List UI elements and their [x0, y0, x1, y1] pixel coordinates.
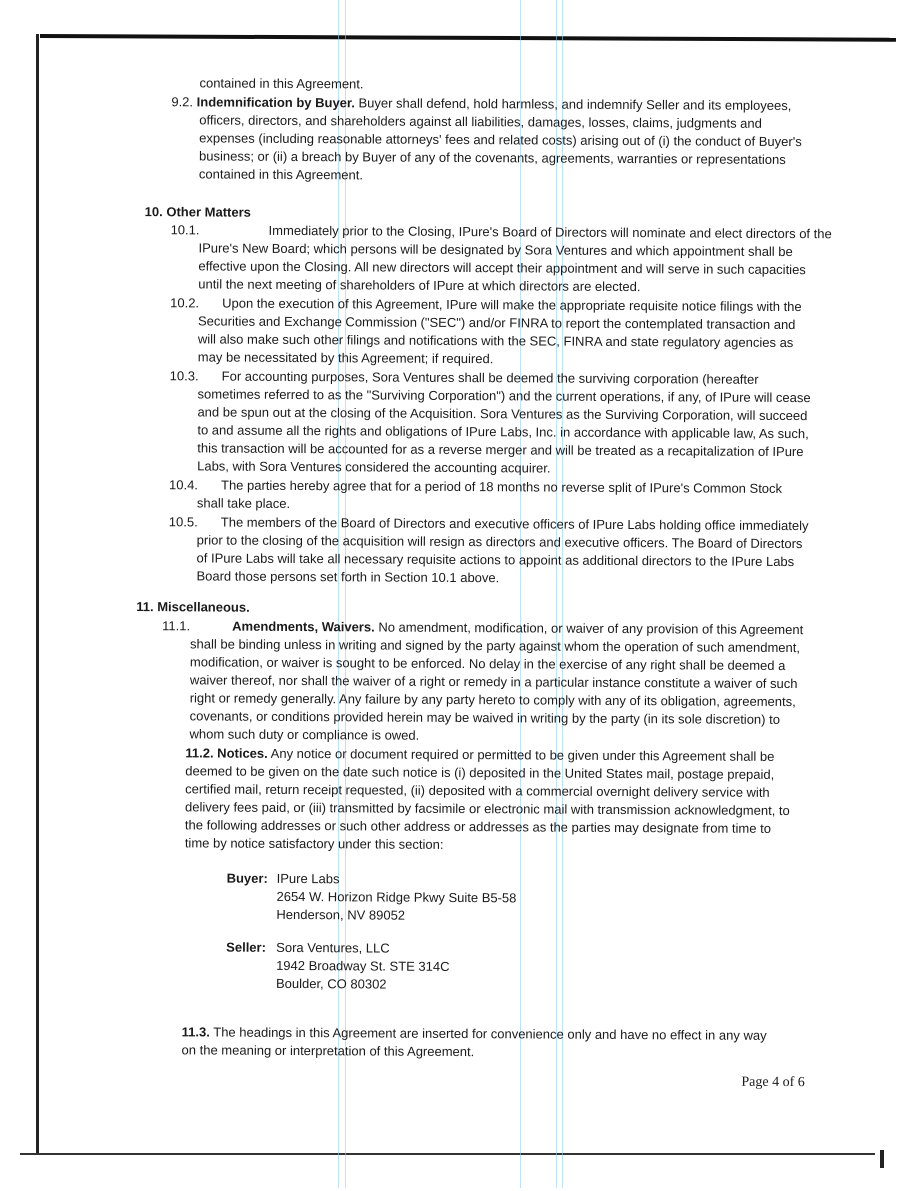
section-11-1-line: right or remedy generally. Any failure by any party hereto to comply with any of its obligation, agreements, — [189, 690, 796, 710]
section-10-heading: 10. Other Matters — [144, 204, 251, 220]
section-text: Buyer shall defend, hold harmless, and indemnify Seller and its employees, — [358, 95, 792, 114]
buyer-name: IPure Labs — [276, 870, 340, 887]
section-11-1-line: modification, or waiver is sought to be enforced. No delay in the exercise of any right shall be deemed a — [189, 654, 786, 673]
section-11-3-line: on the meaning or interpretation of this Agreement. — [181, 1042, 475, 1060]
section-10-3-line: this transaction will be accounted for as a reverse merger and will be treated as a recapitalization of IPure — [197, 440, 804, 460]
seller-label: Seller: — [226, 939, 267, 955]
section-10-3-line: For accounting purposes, Sora Ventures shall be deemed the surviving corporation (hereafter — [221, 368, 759, 387]
section-11-2-line — [185, 745, 774, 765]
section-10-4-line: shall take place. — [196, 495, 291, 511]
section-10-5-number: 10.5. — [168, 514, 198, 530]
section-10-2-line: Securities and Exchange Commission ("SEC") and/or FINRA to report the contemplated transaction and — [197, 313, 796, 333]
section-10-2-line: Upon the execution of this Agreement, IPure will make the appropriate requisite notice filings with the — [222, 295, 802, 315]
section-10-5-line: The members of the Board of Directors and executive officers of IPure Labs holding office immediately — [220, 514, 809, 534]
buyer-address-line: Henderson, NV 89052 — [276, 906, 406, 923]
section-11-1-line: covenants, or conditions provided herein may be waived in writing by the party (in its sole discretion) to — [189, 708, 781, 727]
section-10-2-line: will also make such other filings and notifications with the SEC, FINRA and state regulatory agencies as — [197, 331, 794, 351]
section-10-1-line: until the next meeting of shareholders of IPure at which directors are elected. — [198, 276, 641, 295]
seller-address-line: Boulder, CO 80302 — [275, 975, 387, 992]
section-10-1-number: 10.1. — [170, 222, 200, 238]
section-10-5-line: prior to the closing of the acquisition will resign as directors and executive officers. The Board of Directors — [196, 532, 803, 552]
section-number: 11.3. — [181, 1024, 210, 1040]
section-10-4-line: The parties hereby agree that for a period of 18 months no reverse split of IPure's Common Stock — [220, 477, 783, 496]
section-text: No amendment, modification, or waiver of any provision of this Agreement — [378, 619, 804, 638]
section-9-2-line: officers, directors, and shareholders against all liabilities, damages, losses, claims, judgments and — [199, 112, 762, 131]
section-10-3-line: and be spun out at the closing of the Acquisition. Sora Ventures as the Surviving Corporation, will succeed — [197, 404, 808, 424]
section-9-2-line: business; or (ii) a breach by Buyer of any of the covenants, agreements, warranties or representations — [198, 148, 786, 167]
buyer-label: Buyer: — [226, 870, 268, 886]
section-10-5-line: of IPure Labs will take all necessary requisite actions to appoint as additional directors to the IPure Labs — [196, 550, 795, 570]
section-title: 11.2. Notices. — [185, 745, 268, 761]
section-11-1-line: shall be binding unless in writing and signed by the party against whom the operation of such amendment, — [190, 636, 801, 656]
section-title: Indemnification by Buyer. — [196, 94, 355, 111]
section-10-3-line: to and assume all the rights and obligations of IPure Labs, Inc. in accordance with applicable law, As such, — [197, 422, 809, 442]
section-text: The headings in this Agreement are inserted for convenience only and have no effect in any way — [213, 1024, 767, 1043]
section-10-3-line: sometimes referred to as the "Surviving Corporation") and the current operations, if any, of IPure will cease — [197, 386, 811, 406]
section-text: Any notice or document required or permitted to be given under this Agreement shall be — [270, 745, 775, 764]
section-title: Amendments, Waivers. — [232, 618, 375, 635]
section-11-2-line: the following addresses or such other address or addresses as the parties may designate from time to — [184, 817, 772, 836]
section-11-heading: 11. Miscellaneous. — [136, 599, 250, 615]
seller-address-line: 1942 Broadway St. STE 314C — [276, 957, 450, 974]
section-10-1-line: Immediately prior to the Closing, IPure's Board of Directors will nominate and elect directors of the — [268, 222, 832, 242]
section-10-3-number: 10.3. — [169, 368, 199, 384]
section-11-2-line: deemed to be given on the date such notice is (i) deposited in the United States mail, postage prepaid, — [185, 763, 775, 782]
section-9-2-line — [171, 94, 791, 114]
section-11-2-line: certified mail, return receipt requested, (ii) deposited with a commercial overnight delivery service with — [185, 781, 770, 800]
section-10-3-line: Labs, with Sora Ventures considered the accounting acquirer. — [197, 458, 551, 476]
page-number: Page 4 of 6 — [741, 1074, 805, 1091]
section-11-1-line: whom such duty or compliance is owed. — [189, 726, 420, 743]
section-11-1-line — [232, 619, 803, 638]
section-10-1-line: IPure's New Board; which persons will be designated by Sora Ventures and which appointment shall be — [198, 240, 793, 260]
section-10-1-line: effective upon the Closing. All new directors will accept their appointment and will serve in such capacities — [198, 258, 806, 278]
section-11-2-line: time by notice satisfactory under this section: — [184, 835, 444, 852]
section-10-2-number: 10.2. — [170, 295, 200, 311]
section-10-2-line: may be necessitated by this Agreement; if required. — [197, 349, 494, 367]
section-9-1-tail: contained in this Agreement. — [199, 75, 364, 92]
section-11-1-line: waiver thereof, nor shall the waiver of a right or remedy in a particular instance constitute a waiver of such — [189, 672, 798, 692]
buyer-address-line: 2654 W. Horizon Ridge Pkwy Suite B5-58 — [276, 888, 517, 906]
section-11-3-line — [182, 1024, 767, 1044]
section-9-2-line: expenses (including reasonable attorneys' fees and related costs) arising out of (i) the conduct of Buyer's — [199, 130, 802, 150]
section-11-1-number: 11.1. — [162, 618, 191, 634]
section-9-2-line: contained in this Agreement. — [198, 166, 364, 183]
section-11-2-line: delivery fees paid, or (iii) transmitted by facsimile or electronic mail with transmission acknowledgment, to — [185, 799, 790, 819]
section-10-5-line: Board those persons set forth in Section 10.1 above. — [196, 568, 500, 586]
section-10-4-number: 10.4. — [168, 477, 199, 493]
seller-name: Sora Ventures, LLC — [276, 939, 390, 956]
section-number: 9.2. — [171, 94, 194, 110]
